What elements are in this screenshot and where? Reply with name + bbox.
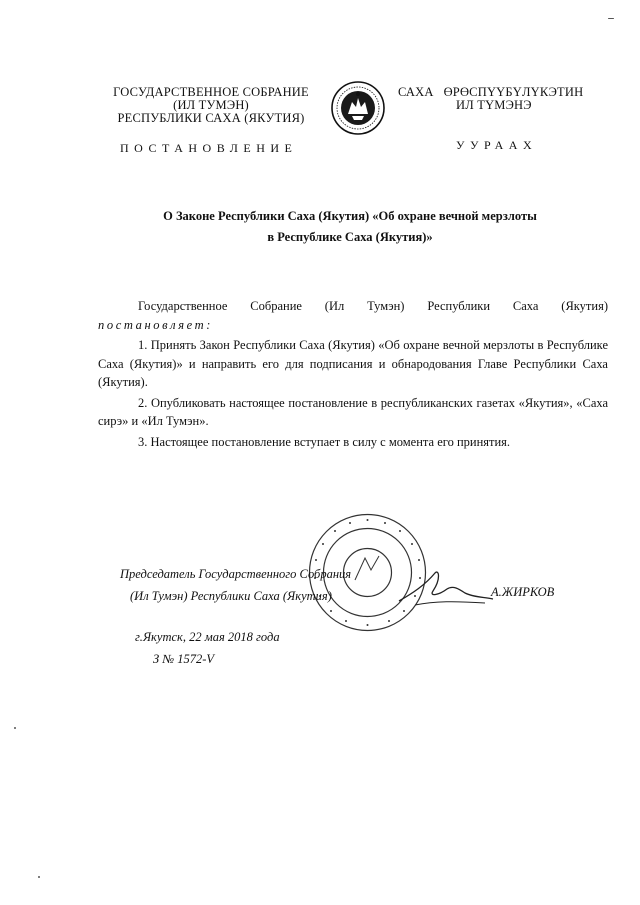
scan-speck (608, 18, 614, 19)
signatory-name: А.ЖИРКОВ (491, 585, 555, 599)
body-item-1: 1. Принять Закон Республики Саха (Якутия) «Об охране вечной мерзлоты в Республике Саха (Якутия)» и направить его для подписания и обнародования Главе Республики Саха (Якутия). (98, 338, 608, 389)
header-left-line-1: ГОСУДАРСТВЕННОЕ СОБРАНИЕ (113, 85, 309, 99)
header-right-block (398, 86, 608, 112)
body-item-3: 3. Настоящее постановление вступает в силу с момента его принятия. (138, 434, 511, 449)
coat-of-arms-icon (330, 80, 386, 136)
header-right-line-1: САХА ӨРӨСПҮҮБҮЛҮКЭТИН (398, 85, 584, 99)
signatory-position-line-2: (Ил Тумэн) Республики Саха (Якутия) (130, 589, 332, 603)
signatory-position-line-1: Председатель Государственного Собрания (120, 567, 352, 581)
body-decree-word: постановляет: (98, 317, 213, 332)
scan-speck (38, 876, 40, 878)
body-intro: Государственное Собрание (Ил Тумэн) Республики Саха (Якутия) (138, 299, 608, 313)
doc-type-right: УУРААХ (456, 138, 538, 152)
title-line-2: в Республике Саха (Якутия)» (267, 230, 433, 244)
header-left-block (96, 86, 326, 125)
document-number: З № 1572-V (153, 652, 215, 666)
document-body (98, 297, 608, 451)
handwritten-signature (395, 565, 495, 615)
title-line-1: О Законе Республики Саха (Якутия) «Об охране вечной мерзлоты (163, 209, 537, 223)
header-left-line-2: (ИЛ ТУМЭН) (173, 98, 249, 112)
body-item-2: 2. Опубликовать настоящее постановление в республиканских газетах «Якутия», «Саха сирэ» и «Ил Тумэн». (98, 395, 608, 428)
place-date: г.Якутск, 22 мая 2018 года (135, 630, 280, 644)
header-right-line-2: ИЛ ТҮМЭНЭ (456, 98, 532, 112)
header-left-line-3: РЕСПУБЛИКИ САХА (ЯКУТИЯ) (117, 111, 305, 125)
scan-speck (14, 727, 16, 729)
doc-type-left: ПОСТАНОВЛЕНИЕ (120, 141, 298, 155)
document-title (100, 206, 600, 248)
